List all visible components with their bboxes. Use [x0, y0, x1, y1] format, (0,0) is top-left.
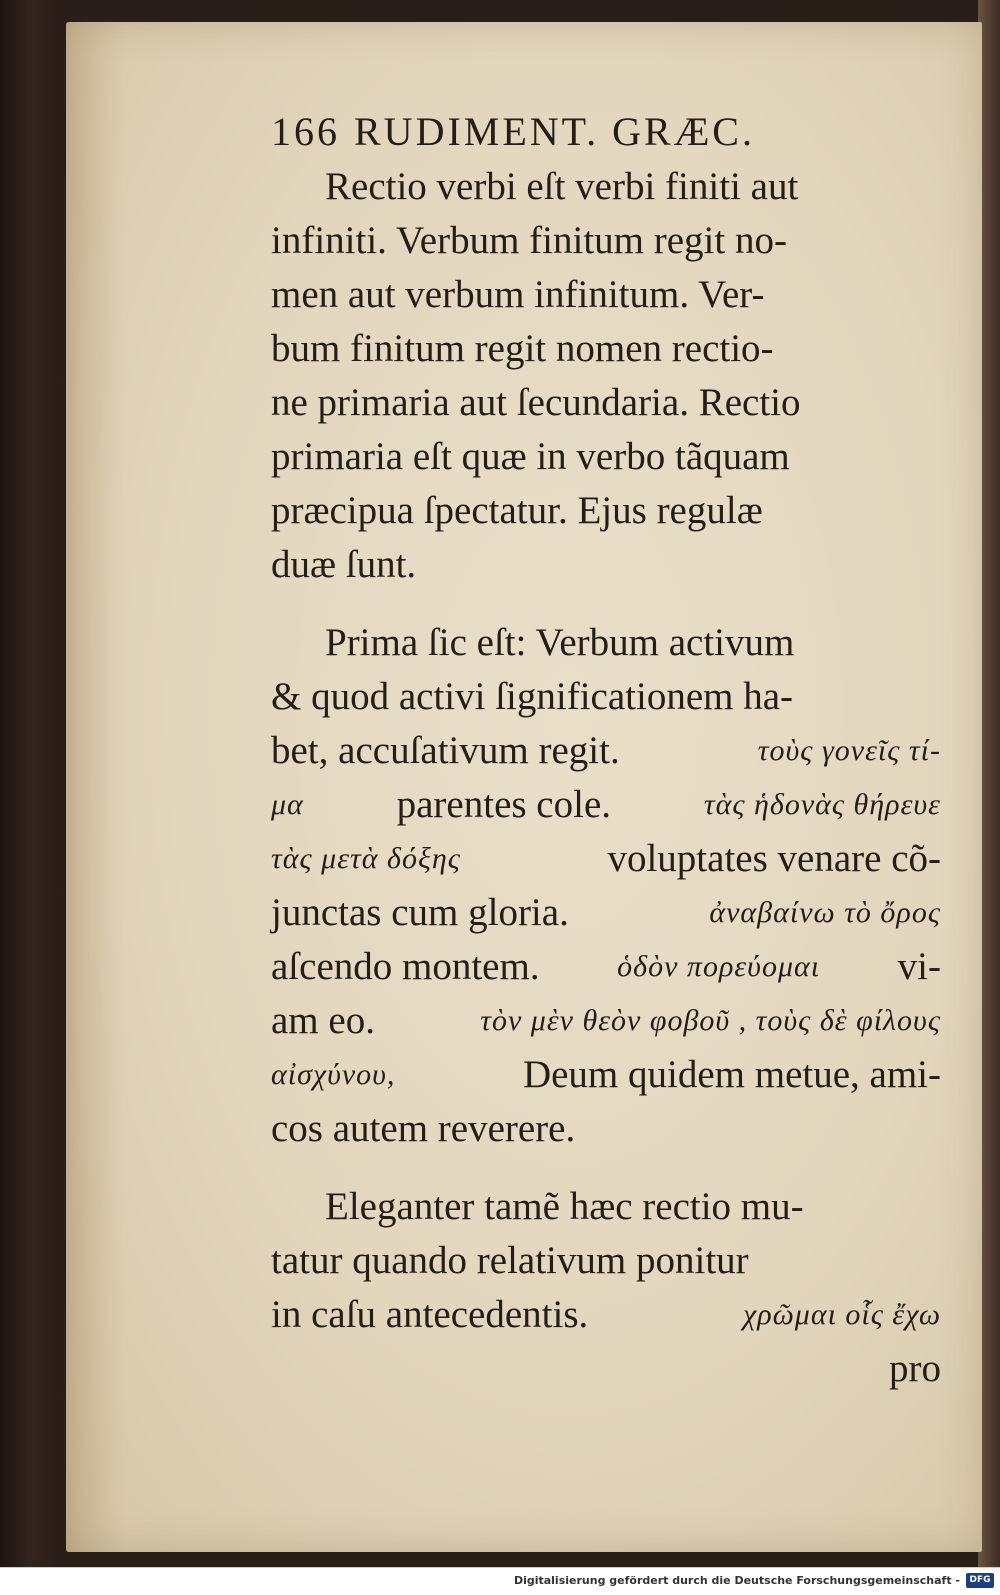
latin-text: vi- [897, 945, 941, 988]
text-line [271, 616, 941, 670]
greek-text: χρῶμαι οἷς ἔχω [743, 1298, 941, 1331]
latin-text: primaria eſt quæ in verbo tãquam [271, 435, 790, 478]
latin-text: Prima ſic eſt: Verbum activum [325, 621, 795, 664]
text-line [271, 322, 941, 376]
greek-text: τοὺς γονεῖς τί- [757, 734, 941, 767]
latin-text: bet, accuſativum regit. [271, 729, 620, 772]
latin-text: men aut verbum infinitum. Ver- [271, 273, 765, 316]
body-text [271, 160, 941, 1342]
book-page [66, 22, 982, 1552]
text-line [271, 886, 941, 940]
running-head [271, 106, 941, 160]
text-line [271, 1234, 941, 1288]
latin-text: infiniti. Verbum finitum regit no- [271, 219, 787, 262]
text-line [271, 430, 941, 484]
catchword-line [271, 1342, 941, 1396]
text-line [271, 376, 941, 430]
latin-text: am eo. [271, 999, 375, 1042]
latin-text: parentes cole. [396, 783, 612, 826]
latin-text: Rectio verbi eſt verbi finiti aut [325, 165, 799, 208]
greek-text: ἀναβαίνω τὸ ὄρος [709, 896, 941, 929]
latin-text: aſcendo montem. [271, 945, 540, 988]
greek-text: μα [271, 788, 304, 821]
latin-text: cos autem reverere. [271, 1107, 576, 1150]
text-line [271, 1102, 941, 1156]
latin-text: præcipua ſpectatur. Ejus regulæ [271, 489, 763, 532]
text-line [271, 1288, 941, 1342]
text-line [271, 670, 941, 724]
latin-text: & quod activi ſignificationem ha- [271, 675, 794, 718]
latin-text: Deum quidem metue, ami- [522, 1053, 941, 1096]
text-line [271, 538, 941, 592]
digitization-footer [0, 1567, 1000, 1595]
funding-notice: Digitalisierung gefördert durch die Deutsche Forschungsgemeinschaft - [513, 1574, 960, 1587]
latin-text: bum finitum regit nomen rectio- [271, 327, 774, 370]
latin-text: Eleganter tamẽ hæc rectio mu- [325, 1185, 804, 1228]
latin-text: in caſu antecedentis. [271, 1293, 589, 1336]
latin-text: voluptates venare cõ- [607, 837, 941, 880]
greek-text: τὰς μετὰ δόξης [271, 842, 461, 875]
text-line [271, 724, 941, 778]
latin-text: ne primaria aut ſecundaria. Rectio [271, 381, 801, 424]
text-line [271, 484, 941, 538]
greek-text: ὁδὸν πορεύομαι [617, 950, 821, 983]
latin-text: tatur quando relativum ponitur [271, 1239, 749, 1282]
greek-text: αἰσχύνου, [271, 1058, 396, 1091]
dfg-logo: DFG [966, 1573, 994, 1588]
text-line [271, 214, 941, 268]
text-line [271, 1180, 941, 1234]
text-line [271, 778, 941, 832]
text-line [271, 1048, 941, 1102]
catchword: pro [889, 1347, 941, 1390]
page-number: 166 [271, 109, 340, 154]
text-block [271, 106, 941, 1396]
latin-text: junctas cum gloria. [271, 891, 569, 934]
page-gutter-shadow [66, 22, 126, 1552]
greek-text: τὰς ἡδονὰς θήρευε [703, 788, 941, 821]
text-line [271, 940, 941, 994]
greek-text: τὸν μὲν θεὸν φοβοῦ , τοὺς δὲ φίλους [480, 1004, 941, 1037]
text-line [271, 832, 941, 886]
text-line [271, 994, 941, 1048]
running-head-title: RUDIMENT. GRÆC. [354, 109, 755, 154]
latin-text: duæ ſunt. [271, 543, 417, 586]
text-line [271, 160, 941, 214]
text-line [271, 268, 941, 322]
